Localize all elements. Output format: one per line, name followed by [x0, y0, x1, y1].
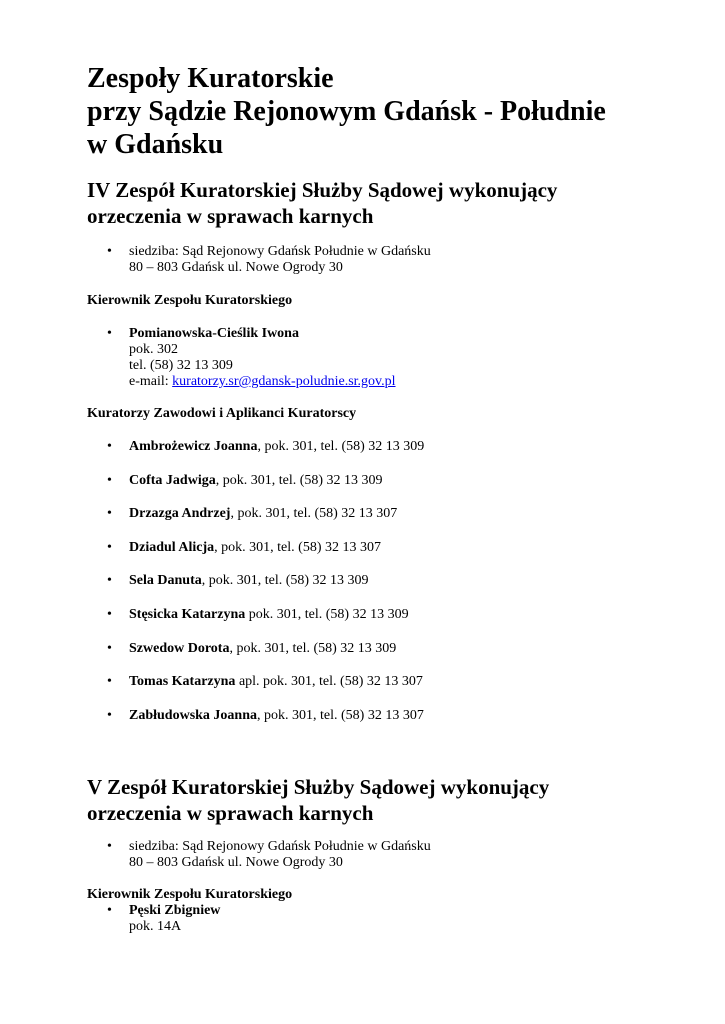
page-title-line-2: przy Sądzie Rejonowym Gdańsk - Południe: [87, 96, 606, 127]
list-item: [87, 540, 687, 556]
section-v-heading: [87, 774, 687, 826]
list-item: [87, 708, 687, 724]
head-email-prefix: e-mail:: [129, 374, 173, 389]
bullet-icon: •: [107, 606, 112, 622]
section-iv-heading: [87, 177, 687, 229]
bullet-icon: •: [107, 539, 112, 555]
page-title-line-3: w Gdańsku: [87, 129, 224, 160]
staff-name: Szwedow Dorota: [129, 640, 230, 656]
list-item: [87, 641, 687, 657]
staff-details: , pok. 301, tel. (58) 32 13 309: [229, 640, 397, 656]
section-iv-heading-line-1: IV Zespół Kuratorskiej Służby Sądowej wykonujący: [87, 178, 558, 202]
head-tel: tel. (58) 32 13 309: [129, 358, 233, 373]
seat-line-2: 80 – 803 Gdańsk ul. Nowe Ogrody 30: [129, 260, 343, 275]
list-item: [87, 244, 687, 276]
seat-line-1: siedziba: Sąd Rejonowy Gdańsk Południe w Gdańsku: [129, 838, 431, 854]
list-item: [87, 439, 687, 455]
staff-details: pok. 301, tel. (58) 32 13 309: [245, 606, 409, 622]
bullet-icon: •: [107, 707, 112, 723]
section-v-head-label: Kierownik Zespołu Kuratorskiego: [87, 886, 293, 902]
staff-name: Stęsicka Katarzyna: [129, 606, 246, 622]
page-title: [87, 62, 687, 161]
section-iv-head-list: [87, 326, 687, 390]
staff-name: Sela Danuta: [129, 573, 202, 589]
bullet-icon: •: [107, 439, 112, 454]
document-page: [87, 62, 687, 935]
head-email-line: [129, 374, 687, 390]
section-v-head-list: [87, 903, 687, 935]
section-iv-head-label: Kierownik Zespołu Kuratorskiego: [87, 293, 293, 308]
bullet-icon: •: [107, 902, 112, 918]
section-v-heading-line-1: V Zespół Kuratorskiej Służby Sądowej wykonujący: [87, 774, 550, 799]
section-iv-staff-label: Kuratorzy Zawodowi i Aplikanci Kuratorscy: [87, 406, 357, 421]
section-iv-staff-list: [87, 439, 687, 724]
bullet-icon: •: [107, 573, 112, 589]
head-name: Pomianowska-Cieślik Iwona: [129, 326, 299, 341]
list-item: [87, 674, 687, 690]
list-item: [87, 607, 687, 623]
head-room: pok. 302: [129, 342, 178, 357]
bullet-icon: •: [107, 838, 112, 854]
head-room: pok. 14A: [129, 918, 182, 934]
staff-details: , pok. 301, tel. (58) 32 13 307: [230, 506, 398, 522]
list-item: [87, 473, 687, 489]
staff-name: Drzazga Andrzej: [129, 506, 231, 522]
section-v-seat-list: [87, 839, 687, 871]
staff-name: Dziadul Alicja: [129, 539, 215, 555]
staff-details: apl. pok. 301, tel. (58) 32 13 307: [235, 674, 423, 690]
list-item: [87, 839, 687, 871]
bullet-icon: •: [107, 472, 112, 488]
section-v-heading-line-2: orzeczenia w sprawach karnych: [87, 800, 374, 825]
bullet-icon: •: [107, 326, 112, 341]
staff-details: , pok. 301, tel. (58) 32 13 307: [214, 539, 381, 555]
staff-name: Ambrożewicz Joanna: [129, 439, 258, 454]
head-name: Pęski Zbigniew: [129, 902, 221, 918]
bullet-icon: •: [107, 506, 112, 522]
list-item: [87, 903, 687, 935]
list-item: [87, 573, 687, 589]
staff-details: , pok. 301, tel. (58) 32 13 309: [257, 439, 425, 454]
staff-details: , pok. 301, tel. (58) 32 13 309: [215, 472, 383, 488]
bullet-icon: •: [107, 674, 112, 690]
bullet-icon: •: [107, 640, 112, 656]
staff-name: Zabłudowska Joanna: [129, 707, 258, 723]
page-title-line-1: Zespoły Kuratorskie: [87, 63, 334, 94]
seat-line-1: siedziba: Sąd Rejonowy Gdańsk Południe w Gdańsku: [129, 244, 431, 259]
section-iv-heading-line-2: orzeczenia w sprawach karnych: [87, 204, 374, 228]
list-item: [87, 326, 687, 390]
head-email-link[interactable]: kuratorzy.sr@gdansk-poludnie.sr.gov.pl: [172, 374, 396, 389]
staff-details: , pok. 301, tel. (58) 32 13 307: [257, 707, 424, 723]
staff-name: Cofta Jadwiga: [129, 472, 216, 488]
seat-line-2: 80 – 803 Gdańsk ul. Nowe Ogrody 30: [129, 854, 343, 870]
list-item: [87, 506, 687, 522]
section-iv-seat-list: [87, 244, 687, 276]
bullet-icon: •: [107, 244, 112, 259]
staff-details: , pok. 301, tel. (58) 32 13 309: [201, 573, 369, 589]
staff-name: Tomas Katarzyna: [129, 674, 236, 690]
